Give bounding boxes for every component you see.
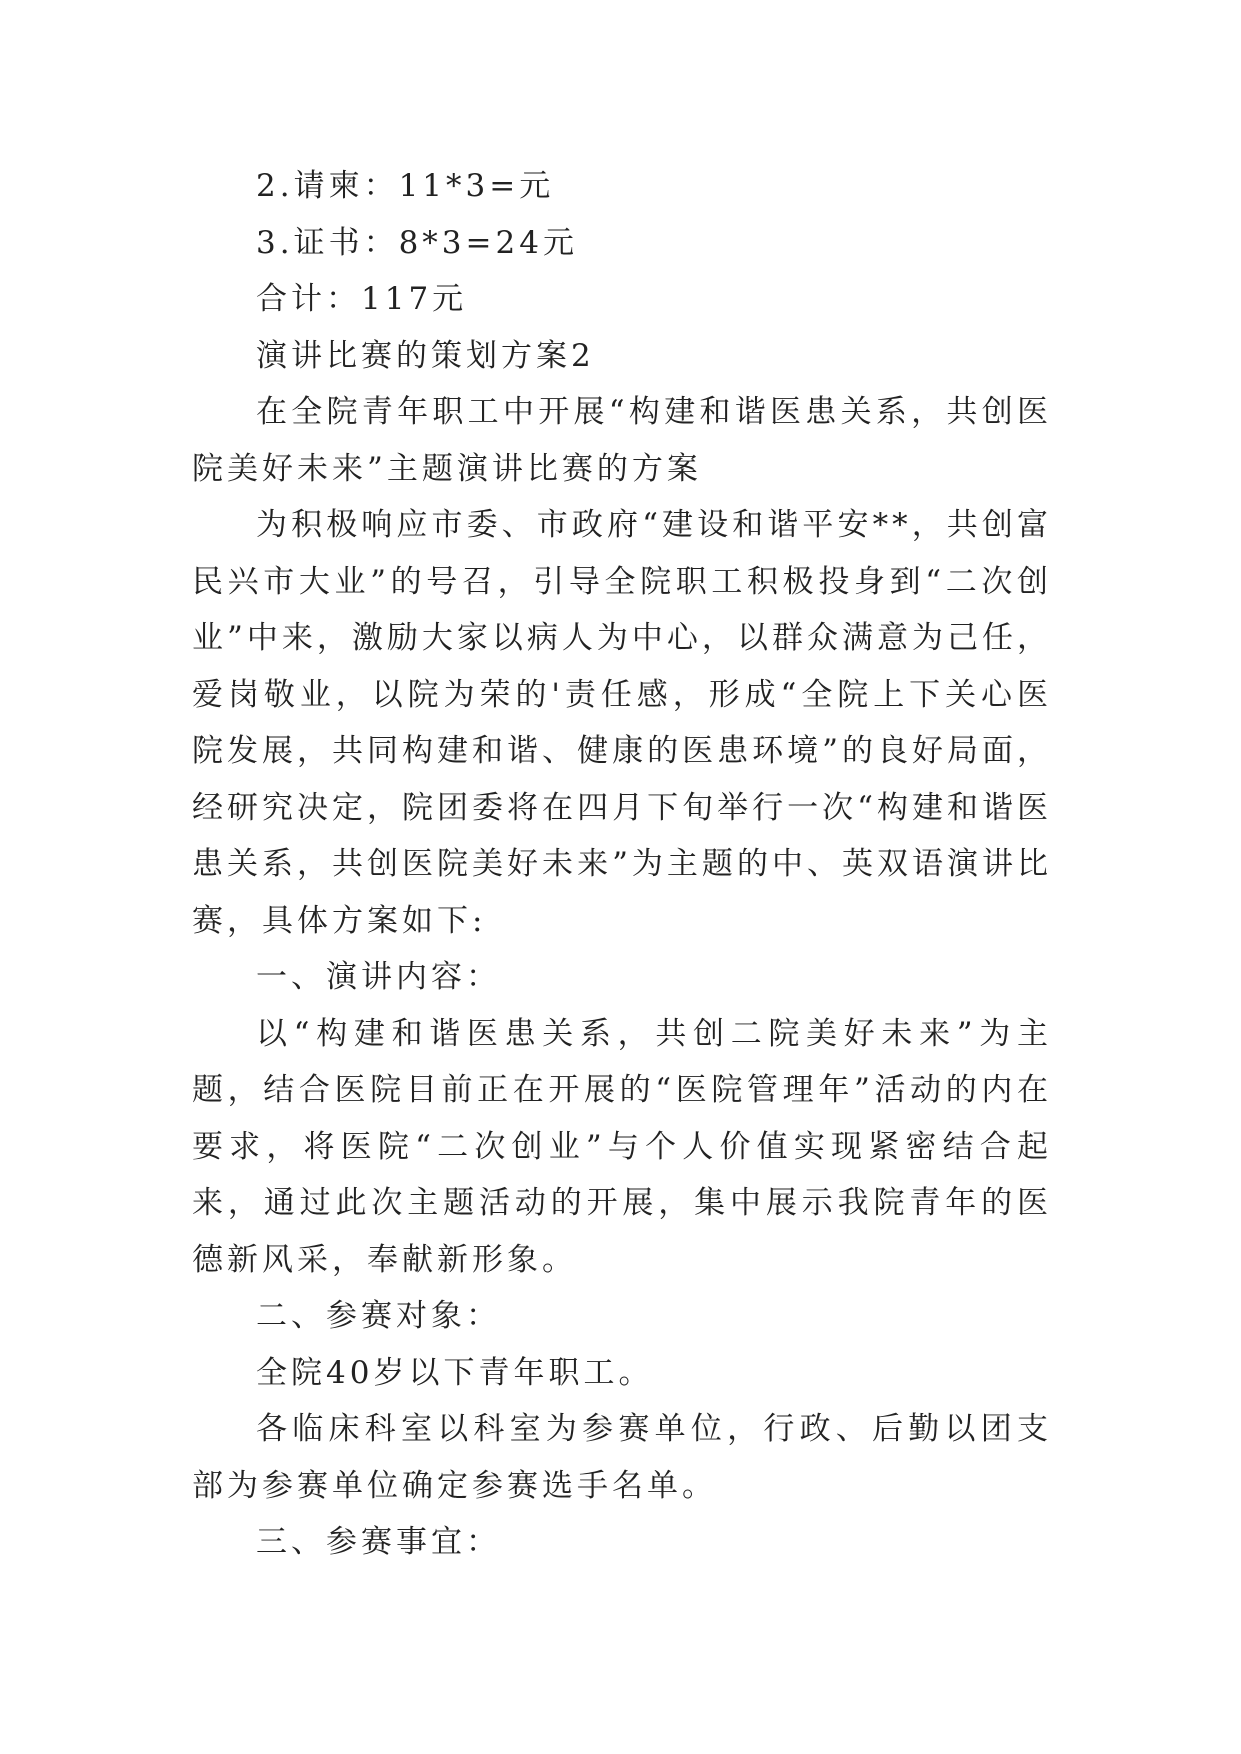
participants-paragraph: 全院40岁以下青年职工。 (256, 1354, 654, 1391)
budget-total: 合计：117元 (256, 281, 468, 317)
section-title: 演讲比赛的策划方案2 (256, 337, 595, 374)
budget-item-invitation: 2.请柬：11*3=元 (256, 168, 555, 204)
document-body (192, 158, 1052, 1571)
plan-title: 在全院青年职工中开展“构建和谐医患关系，共创医院美好未来”主题演讲比赛的方案 (192, 394, 1052, 487)
heading-speech-content: 一、演讲内容： (256, 959, 501, 995)
heading-entry-matters: 三、参赛事宜： (256, 1524, 501, 1560)
participants-units-paragraph: 各临床科室以科室为参赛单位，行政、后勤以团支部为参赛单位确定参赛选手名单。 (192, 1411, 1052, 1504)
intro-paragraph: 为积极响应市委、市政府“建设和谐平安**，共创富民兴市大业”的号召，引导全院职工积极投身到“二次创业”中来，激励大家以病人为中心，以群众满意为己任，爱岗敬业，以院为荣的'责任感，形成“全院上下关心医院发展，共同构建和谐、健康的医患环境”的良好局面，经研究决定，院团委将在四月下旬举行一次“构建和谐医患关系，共创医院美好未来”为主题的中、英双语演讲比赛，具体方案如下: (192, 507, 1052, 939)
speech-content-paragraph: 以“构建和谐医患关系，共创二院美好未来”为主题，结合医院目前正在开展的“医院管理年”活动的内在要求，将医院“二次创业”与个人价值实现紧密结合起来，通过此次主题活动的开展，集中展示我院青年的医德新风采，奉献新形象。 (192, 1015, 1052, 1278)
heading-participants: 二、参赛对象： (256, 1298, 501, 1334)
budget-item-certificate: 3.证书：8*3=24元 (256, 224, 578, 261)
